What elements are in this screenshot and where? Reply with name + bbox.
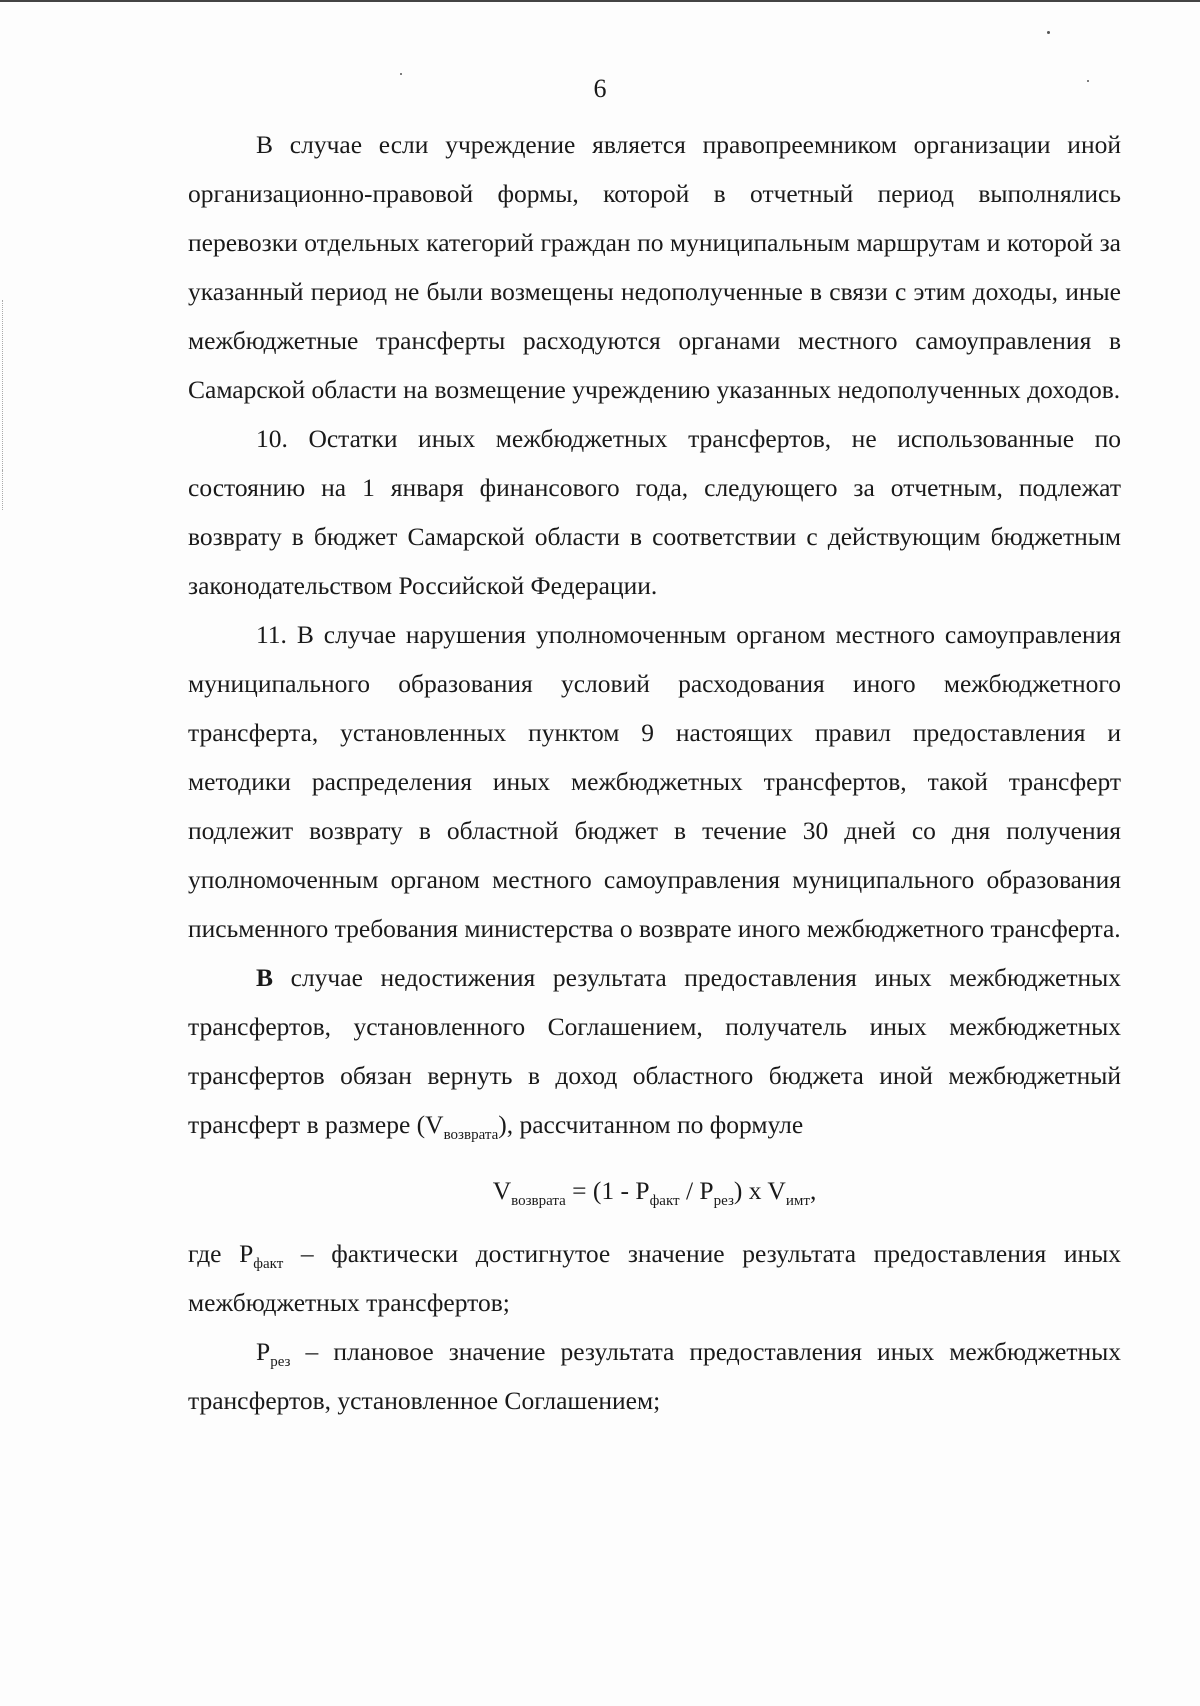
paragraph-non-achievement-text: случае недостижения результата предоставления иных межбюджетных трансфертов, установленного Соглашением, получатель иных межбюджетных трансфертов обязан вернуть в доход областного бюджета иной межбюджетный трансферт в размере (V [188, 963, 1121, 1139]
paragraph-non-achievement [188, 953, 1121, 1149]
subscript-vozvrata: возврата [443, 1127, 499, 1144]
page-number: 6 [593, 74, 607, 103]
paragraph-non-achievement-tail: ), рассчитанном по формуле [498, 1110, 804, 1139]
definition-p-fact-text: – фактически достигнутое значение результата предоставления иных межбюджетных трансфертов; [188, 1239, 1122, 1317]
formula-equals-open: = (1 - P [565, 1176, 650, 1205]
formula-end: , [809, 1176, 817, 1205]
definition-p-rez-text: – плановое значение результата предоставления иных межбюджетных трансфертов, установленное Соглашением; [188, 1337, 1121, 1415]
paragraph-10-residuals: 10. Остатки иных межбюджетных трансфертов, не использованные по состоянию на 1 января финансового года, следующего за отчетным, подлежат возврату в бюджет Самарской области в соответствии с действующим бюджетным законодательством Российской Федерации. [188, 424, 1121, 600]
definition-p-rez [188, 1327, 1121, 1425]
top-border-line [0, 0, 1200, 2]
definition-p-fact [188, 1229, 1121, 1327]
scan-speck [1047, 31, 1050, 34]
return-formula [188, 1171, 1121, 1211]
scan-margin-artifact [2, 470, 5, 510]
document-body [188, 120, 1121, 1425]
paragraph-initial-letter: В [256, 963, 274, 992]
definition-p-rez-start: P [256, 1337, 271, 1366]
formula-slash: / P [679, 1176, 714, 1205]
definition-p-fact-subscript: факт [253, 1256, 284, 1273]
paragraph-successor-clause: В случае если учреждение является правопреемником организации иной организационно-правовой формы, которой в отчетный период выполнялись перевозки отдельных категорий граждан по муниципальным маршрутам и которой за указанный период не были возмещены недополученные в связи с этим доходы, иные межбюджетные трансферты расходуются органами местного самоуправления в Самарской области на возмещение учреждению указанных недополученных доходов. [188, 130, 1121, 404]
definition-p-rez-subscript: рез [270, 1354, 291, 1371]
formula-v-subscript: возврата [511, 1193, 566, 1210]
formula-v: V [492, 1176, 512, 1205]
formula-p-rez-subscript: рез [713, 1193, 734, 1210]
formula-v-imt-subscript: имт [785, 1193, 810, 1210]
definition-p-fact-start: где P [188, 1239, 254, 1268]
formula-close-multiply: ) x V [733, 1176, 786, 1205]
paragraph-11-violation: 11. В случае нарушения уполномоченным органом местного самоуправления муниципального образования условий расходования иного межбюджетного трансферта, установленных пунктом 9 настоящих правил предоставления и методики распределения иных межбюджетных трансфертов, такой трансферт подлежит возврату в областной бюджет в течение 30 дней со дня получения уполномоченным органом местного самоуправления муниципального образования письменного требования министерства о возврате иного межбюджетного трансферта. [188, 620, 1121, 943]
formula-p-fact-subscript: факт [649, 1193, 680, 1210]
scan-margin-artifact [2, 300, 5, 470]
